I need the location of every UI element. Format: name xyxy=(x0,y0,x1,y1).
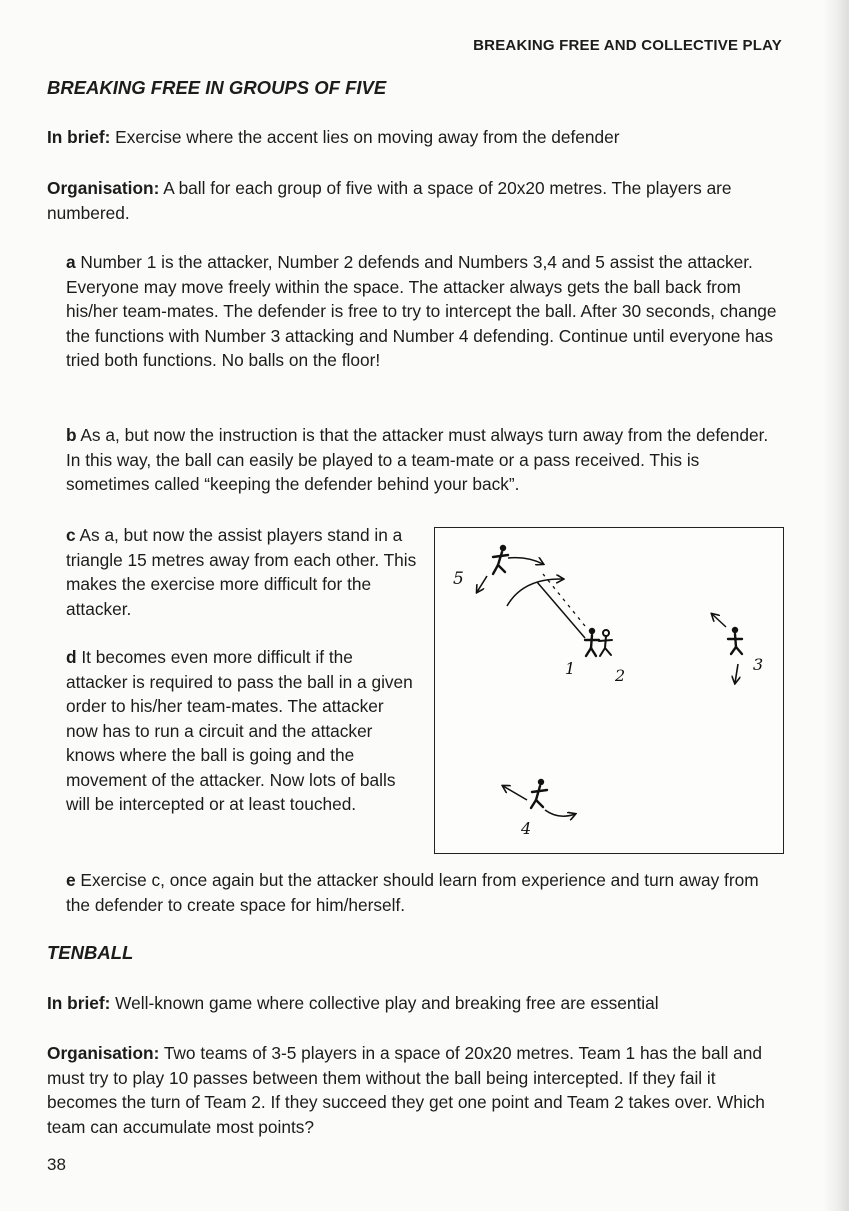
item-letter: b xyxy=(66,425,77,445)
diagram-svg xyxy=(435,528,783,853)
item-text: As a, but now the instruction is that the attacker must always turn away from the defender. In this way, the ball can easily be played to a team-mate or a pass received. This is sometimes called “keeping the defender behind your back”. xyxy=(66,425,769,494)
exercise-item-b xyxy=(66,423,785,497)
player-2-figure xyxy=(599,630,612,656)
player-4-right-arrow xyxy=(545,810,575,816)
brief-paragraph-1 xyxy=(47,125,787,150)
player-3-figure xyxy=(728,627,742,654)
organisation-label: Organisation: xyxy=(47,1043,160,1063)
item-text: Number 1 is the attacker, Number 2 defends and Numbers 3,4 and 5 assist the attacker. Everyone may move freely within the space. The attacker always gets the ball back from his/her team-mates. The defender is free to try to intercept the ball. After 30 seconds, change the functions with Number 3 attacking and Number 4 defending. Continue until everyone has tried both functions. No balls on the floor! xyxy=(66,252,777,370)
page-edge-shadow xyxy=(823,0,849,1211)
section-title-groups-of-five: BREAKING FREE IN GROUPS OF FIVE xyxy=(47,77,387,98)
player-5-figure xyxy=(493,545,508,574)
pass-line-dashed xyxy=(543,574,585,626)
diagram-label-3: 3 xyxy=(753,655,764,674)
exercise-item-e xyxy=(66,868,785,917)
item-letter: c xyxy=(66,525,76,545)
diagram-label-5: 5 xyxy=(453,569,464,589)
item-letter: d xyxy=(66,647,77,667)
organisation-label: Organisation: xyxy=(47,178,160,198)
exercise-item-d xyxy=(66,645,419,817)
page-number: 38 xyxy=(47,1155,66,1174)
player-5-run-arrow xyxy=(508,558,543,564)
organisation-text: A ball for each group of five with a space of 20x20 metres. The players are numbered. xyxy=(47,178,732,223)
diagram-label-1: 1 xyxy=(565,659,576,678)
item-text: It becomes even more difficult if the attacker is required to pass the ball in a given order to his/her team-mates. The attacker now has to run a circuit and the attacker knows where the ball is going and the movement of the attacker. Now lots of balls will be intercepted or at least touched. xyxy=(66,647,413,814)
item-letter: e xyxy=(66,870,76,890)
diagram-label-4: 4 xyxy=(521,819,532,838)
organisation-text: Two teams of 3-5 players in a space of 20x20 metres. Team 1 has the ball and must try to play 10 passes between them without the ball being intercepted. If they fail it becomes the turn of Team 2. If they succeed they get one point and Team 2 takes over. Which team can accumulate most points? xyxy=(47,1043,765,1137)
exercise-item-c xyxy=(66,523,419,621)
brief-text: Exercise where the accent lies on moving away from the defender xyxy=(110,127,620,147)
brief-label: In brief: xyxy=(47,993,111,1013)
exercise-item-a xyxy=(66,250,785,373)
organisation-paragraph-2 xyxy=(47,1041,785,1139)
item-text: Exercise c, once again but the attacker should learn from experience and turn away from the defender to create space for him/herself. xyxy=(66,870,759,915)
brief-label: In brief: xyxy=(47,127,111,147)
item-letter: a xyxy=(66,252,76,272)
player-4-figure xyxy=(531,779,547,808)
item-text: As a, but now the assist players stand in a triangle 15 metres away from each other. This makes the exercise more difficult for the attacker. xyxy=(66,525,417,619)
player-1-figure xyxy=(585,628,599,656)
diagram-label-2: 2 xyxy=(615,666,626,685)
player-3-down-arrow xyxy=(735,664,738,683)
brief-paragraph-2 xyxy=(47,991,787,1016)
section-title-tenball: TENBALL xyxy=(47,942,134,963)
player-3-up-arrow xyxy=(712,614,726,627)
player-4-left-arrow xyxy=(503,786,527,800)
attacker-run-line xyxy=(537,582,585,638)
organisation-paragraph-1 xyxy=(47,176,785,225)
brief-text: Well-known game where collective play and breaking free are essential xyxy=(110,993,659,1013)
running-head: BREAKING FREE AND COLLECTIVE PLAY xyxy=(473,37,782,54)
player-5-step-arrow xyxy=(477,576,487,592)
exercise-diagram xyxy=(434,527,784,854)
